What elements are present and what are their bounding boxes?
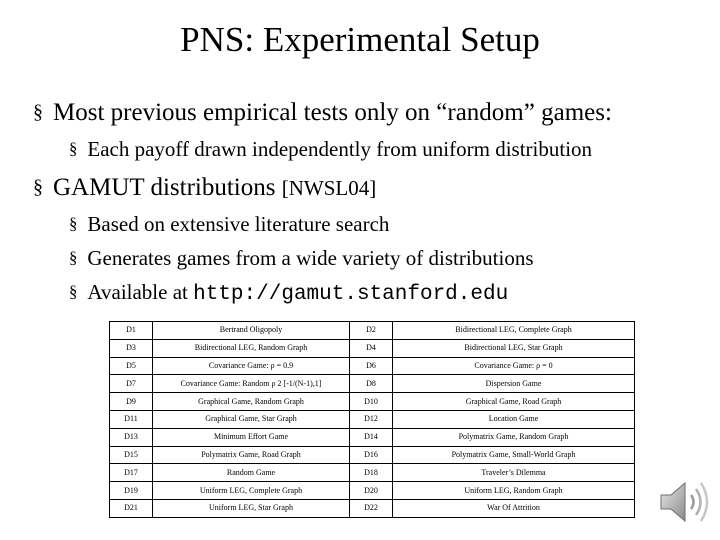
table-cell: Graphical Game, Road Graph bbox=[393, 393, 635, 411]
table-cell: D9 bbox=[110, 393, 153, 411]
table-cell: Random Game bbox=[153, 464, 350, 482]
bullet-marker: § bbox=[33, 176, 43, 198]
table-row bbox=[110, 410, 635, 428]
table-cell: D21 bbox=[110, 499, 153, 517]
subbullet-available bbox=[69, 278, 508, 309]
table-cell: Minimum Effort Game bbox=[153, 428, 350, 446]
table-cell: D4 bbox=[350, 339, 393, 357]
table-cell: Covariance Game: ρ = 0 bbox=[393, 357, 635, 375]
table-cell: D11 bbox=[110, 410, 153, 428]
distribution-table bbox=[109, 321, 635, 518]
gamut-url-link[interactable]: http://gamut.stanford.edu bbox=[193, 283, 509, 306]
table-cell: D7 bbox=[110, 375, 153, 393]
table-cell: D15 bbox=[110, 446, 153, 464]
table-cell: Polymatrix Game, Small-World Graph bbox=[393, 446, 635, 464]
table-cell: D17 bbox=[110, 464, 153, 482]
table-cell: D13 bbox=[110, 428, 153, 446]
slide-title: PNS: Experimental Setup bbox=[180, 20, 540, 59]
table-cell: Bidirectional LEG, Star Graph bbox=[393, 339, 635, 357]
bullet-gamut bbox=[33, 171, 376, 204]
bullet-text: Based on extensive literature search bbox=[87, 212, 390, 236]
table-row bbox=[110, 428, 635, 446]
table-cell: War Of Attrition bbox=[393, 499, 635, 517]
bullet-text: GAMUT distributions bbox=[53, 174, 282, 201]
bullet-text: Most previous empirical tests only on “random” games: bbox=[53, 99, 612, 126]
table-cell: Covariance Game: Random ρ 2 [-1/(N-1),1] bbox=[153, 375, 350, 393]
table-cell: D10 bbox=[350, 393, 393, 411]
citation: [NWSL04] bbox=[281, 176, 377, 200]
table-cell: Covariance Game: ρ = 0.9 bbox=[153, 357, 350, 375]
table-cell: Graphical Game, Random Graph bbox=[153, 393, 350, 411]
table-row bbox=[110, 499, 635, 517]
bullet-marker: § bbox=[69, 214, 78, 233]
bullet-marker: § bbox=[69, 139, 78, 158]
table-cell: D1 bbox=[110, 322, 153, 340]
table-cell: Location Game bbox=[393, 410, 635, 428]
subbullet-literature bbox=[69, 210, 389, 238]
table-cell: Uniform LEG, Random Graph bbox=[393, 482, 635, 500]
table-cell: Bidirectional LEG, Complete Graph bbox=[393, 322, 635, 340]
table-cell: D22 bbox=[350, 499, 393, 517]
table-cell: Bidirectional LEG, Random Graph bbox=[153, 339, 350, 357]
table-cell: D6 bbox=[350, 357, 393, 375]
table-row bbox=[110, 357, 635, 375]
bullet-text: Each payoff drawn independently from uniform distribution bbox=[87, 137, 593, 161]
table-cell: D8 bbox=[350, 375, 393, 393]
table-row bbox=[110, 322, 635, 340]
table-cell: D19 bbox=[110, 482, 153, 500]
table-cell: D14 bbox=[350, 428, 393, 446]
table-cell: Dispersion Game bbox=[393, 375, 635, 393]
subbullet-variety bbox=[69, 244, 534, 272]
table-cell: Bertrand Oligopoly bbox=[153, 322, 350, 340]
table-row bbox=[110, 375, 635, 393]
bullet-marker: § bbox=[33, 101, 43, 123]
bullet-marker: § bbox=[69, 282, 78, 301]
speaker-icon[interactable] bbox=[655, 478, 715, 526]
bullet-text: Generates games from a wide variety of distributions bbox=[87, 246, 534, 270]
table-row bbox=[110, 393, 635, 411]
table-cell: D3 bbox=[110, 339, 153, 357]
table-cell: Polymatrix Game, Random Graph bbox=[393, 428, 635, 446]
table-row bbox=[110, 482, 635, 500]
table-cell: Uniform LEG, Star Graph bbox=[153, 499, 350, 517]
table-cell: D2 bbox=[350, 322, 393, 340]
bullet-marker: § bbox=[69, 248, 78, 267]
table-cell: D5 bbox=[110, 357, 153, 375]
bullet-text: Available at bbox=[87, 280, 194, 304]
bullet-random-games bbox=[33, 96, 612, 129]
table-row bbox=[110, 339, 635, 357]
subbullet-uniform bbox=[69, 135, 592, 163]
table-cell: Polymatrix Game, Road Graph bbox=[153, 446, 350, 464]
table-cell: D12 bbox=[350, 410, 393, 428]
table-row bbox=[110, 464, 635, 482]
table-cell: Uniform LEG, Complete Graph bbox=[153, 482, 350, 500]
table-cell: D20 bbox=[350, 482, 393, 500]
table-row bbox=[110, 446, 635, 464]
table-cell: Traveler’s Dilemma bbox=[393, 464, 635, 482]
table-cell: D16 bbox=[350, 446, 393, 464]
table-cell: D18 bbox=[350, 464, 393, 482]
table-cell: Graphical Game, Star Graph bbox=[153, 410, 350, 428]
